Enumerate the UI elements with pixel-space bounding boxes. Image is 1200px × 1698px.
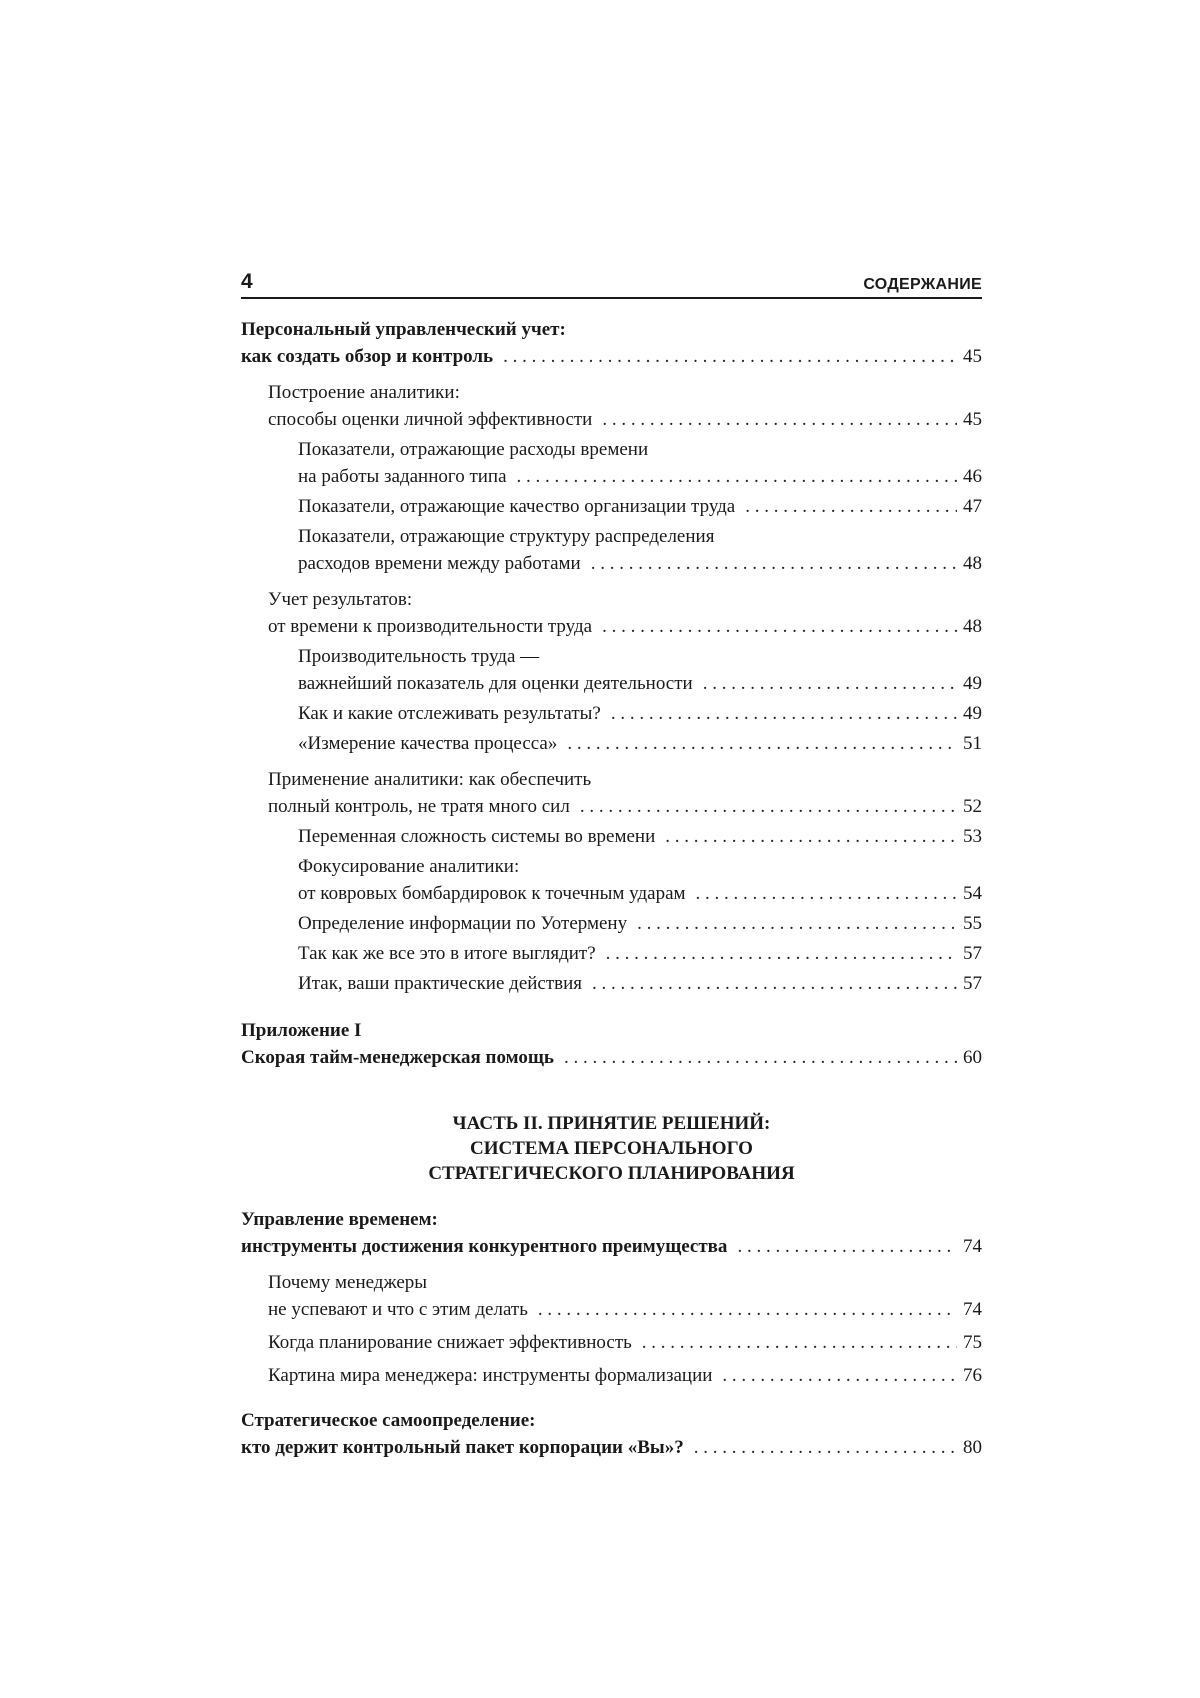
table-of-contents: [241, 316, 982, 1461]
toc-entry[interactable]: [241, 1017, 982, 1071]
toc-entry-title: Скорая тайм-менеджерская помощь: [241, 1047, 554, 1068]
toc-page-number: 57: [963, 943, 982, 964]
toc-entry-title: не успевают и что с этим делать: [268, 1299, 528, 1320]
toc-page-number: 74: [963, 1299, 982, 1320]
toc-entry-title: Приложение I: [241, 1020, 362, 1041]
toc-entry[interactable]: [241, 700, 982, 727]
toc-page-number: 45: [963, 346, 982, 367]
toc-page-number: 45: [963, 409, 982, 430]
part-heading: [241, 1111, 982, 1186]
toc-entry[interactable]: [241, 493, 982, 520]
toc-entry-title: на работы заданного типа: [298, 466, 507, 487]
dot-leader: [567, 730, 957, 757]
dot-leader: [696, 880, 957, 907]
toc-entry-title: от времени к производительности труда: [268, 616, 593, 637]
toc-entry[interactable]: [241, 316, 982, 370]
toc-entry[interactable]: [241, 823, 982, 850]
toc-page-number: 47: [963, 496, 982, 517]
dot-leader: [591, 550, 957, 577]
dot-leader: [517, 463, 957, 490]
toc-page-number: 53: [963, 826, 982, 847]
toc-entry-title: «Измерение качества процесса»: [298, 733, 558, 754]
toc-entry-title: важнейший показатель для оценки деятельности: [298, 673, 693, 694]
dot-leader: [564, 1044, 957, 1071]
toc-page-number: 54: [963, 883, 982, 904]
toc-entry-title: Показатели, отражающие расходы времени: [298, 439, 649, 460]
toc-entry-title: расходов времени между работами: [298, 553, 581, 574]
toc-entry[interactable]: [241, 730, 982, 757]
dot-leader: [602, 406, 957, 433]
toc-entry-title: Как и какие отслеживать результаты?: [298, 703, 601, 724]
toc-page-number: 48: [963, 553, 982, 574]
toc-entry-title: Производительность труда —: [298, 646, 540, 667]
toc-entry-title: инструменты достижения конкурентного преимущества: [241, 1236, 728, 1257]
toc-page-number: 76: [963, 1365, 982, 1386]
toc-entry-title: как создать обзор и контроль: [241, 346, 494, 367]
toc-page-number: 52: [963, 796, 982, 817]
toc-entry-title: Персональный управленческий учет:: [241, 319, 566, 340]
toc-entry-title: Показатели, отражающие качество организации труда: [298, 496, 736, 517]
dot-leader: [637, 910, 957, 937]
toc-entry-title: Переменная сложность системы во времени: [298, 826, 656, 847]
page-number: 4: [241, 270, 253, 293]
toc-page-number: 57: [963, 973, 982, 994]
toc-entry[interactable]: [241, 1362, 982, 1389]
toc-entry-title: Стратегическое самоопределение:: [241, 1410, 536, 1431]
toc-entry-title: Построение аналитики:: [268, 382, 460, 403]
toc-entry[interactable]: [241, 910, 982, 937]
toc-page-number: 60: [963, 1047, 982, 1068]
toc-entry[interactable]: [241, 1407, 982, 1461]
toc-page-number: 46: [963, 466, 982, 487]
toc-page-number: 75: [963, 1332, 982, 1353]
toc-entry[interactable]: [241, 436, 982, 490]
dot-leader: [538, 1296, 957, 1323]
toc-page-number: 51: [963, 733, 982, 754]
toc-entry-title: Когда планирование снижает эффективность: [268, 1332, 632, 1353]
toc-entry-title: Определение информации по Уотермену: [298, 913, 628, 934]
toc-entry[interactable]: [241, 586, 982, 640]
toc-entry-title: от ковровых бомбардировок к точечным ударам: [298, 883, 686, 904]
toc-entry-title: Показатели, отражающие структуру распределения: [298, 526, 715, 547]
toc-entry[interactable]: [241, 379, 982, 433]
toc-entry[interactable]: [241, 643, 982, 697]
toc-entry[interactable]: [241, 853, 982, 907]
dot-leader: [745, 493, 957, 520]
toc-entry-title: Учет результатов:: [268, 589, 413, 610]
part-heading-line: СТРАТЕГИЧЕСКОГО ПЛАНИРОВАНИЯ: [428, 1163, 795, 1184]
toc-entry-title: Применение аналитики: как обеспечить: [268, 769, 592, 790]
dot-leader: [737, 1233, 957, 1260]
dot-leader: [611, 700, 957, 727]
dot-leader: [703, 670, 957, 697]
toc-entry[interactable]: [241, 1329, 982, 1356]
running-title: СОДЕРЖАНИЕ: [863, 276, 982, 293]
toc-entry-title: кто держит контрольный пакет корпорации «Вы»?: [241, 1437, 684, 1458]
part-heading-line: ЧАСТЬ II. ПРИНЯТИЕ РЕШЕНИЙ:: [452, 1113, 771, 1134]
toc-entry-title: способы оценки личной эффективности: [268, 409, 593, 430]
toc-entry[interactable]: [241, 970, 982, 997]
toc-entry[interactable]: [241, 1269, 982, 1323]
dot-leader: [580, 793, 957, 820]
toc-entry-title: Картина мира менеджера: инструменты формализации: [268, 1365, 713, 1386]
dot-leader: [694, 1434, 957, 1461]
toc-page-number: 49: [963, 703, 982, 724]
toc-entry-title: Управление временем:: [241, 1209, 438, 1230]
header-rule: [241, 297, 982, 299]
dot-leader: [665, 823, 957, 850]
dot-leader: [592, 970, 957, 997]
book-page: [241, 268, 982, 1461]
running-header: [241, 268, 982, 294]
part-heading-line: СИСТЕМА ПЕРСОНАЛЬНОГО: [470, 1138, 753, 1159]
toc-page-number: 80: [963, 1437, 982, 1458]
toc-page-number: 55: [963, 913, 982, 934]
dot-leader: [602, 613, 957, 640]
toc-entry[interactable]: [241, 766, 982, 820]
toc-entry[interactable]: [241, 940, 982, 967]
toc-page-number: 74: [963, 1236, 982, 1257]
toc-entry-title: Итак, ваши практические действия: [298, 973, 583, 994]
dot-leader: [722, 1362, 957, 1389]
dot-leader: [503, 343, 957, 370]
toc-entry[interactable]: [241, 523, 982, 577]
toc-entry-title: полный контроль, не тратя много сил: [268, 796, 570, 817]
toc-entry[interactable]: [241, 1206, 982, 1260]
toc-entry-title: Почему менеджеры: [268, 1272, 428, 1293]
dot-leader: [642, 1329, 957, 1356]
toc-entry-title: Так как же все это в итоге выглядит?: [298, 943, 596, 964]
toc-page-number: 49: [963, 673, 982, 694]
toc-entry-title: Фокусирование аналитики:: [298, 856, 520, 877]
toc-page-number: 48: [963, 616, 982, 637]
dot-leader: [606, 940, 957, 967]
